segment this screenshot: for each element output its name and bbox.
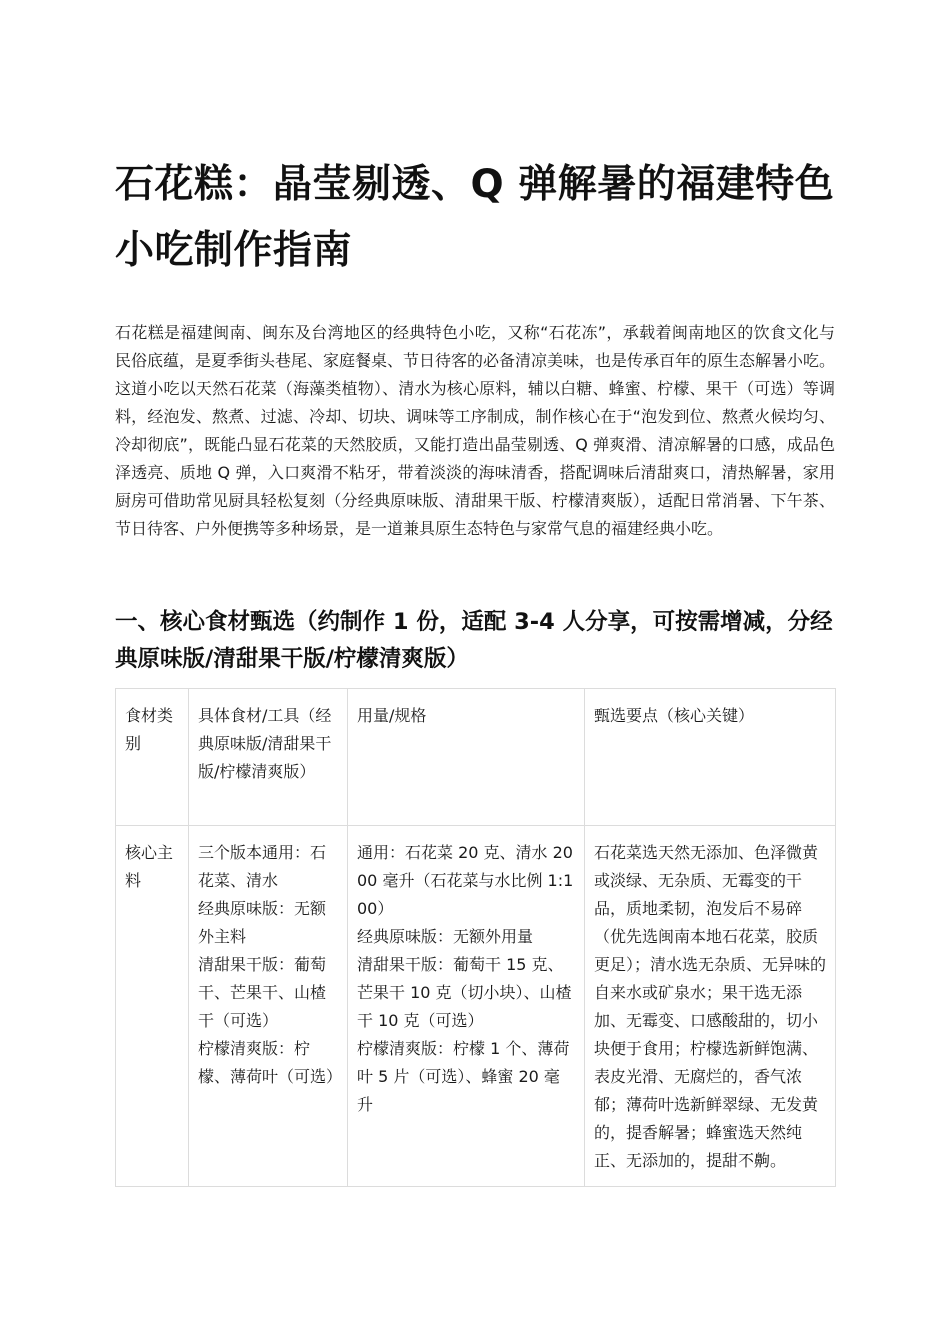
header-cell-tips: 甄选要点（核心关键） [585, 689, 836, 826]
document-title: 石花糕：晶莹剔透、Q 弹解暑的福建特色小吃制作指南 [115, 162, 835, 273]
amounts-line: 经典原味版：无额外用量 [357, 927, 534, 946]
row-amounts-cell [348, 826, 585, 1187]
amounts-line: 清甜果干版：葡萄干 15 克、芒果干 10 克（切小块）、山楂干 10 克（可选） [357, 955, 572, 1030]
header-cell-amounts: 用量/规格 [348, 689, 585, 826]
table-header-row [116, 689, 836, 826]
header-cell-items: 具体食材/工具（经典原味版/清甜果干版/柠檬清爽版） [189, 689, 348, 826]
ingredients-table [115, 688, 836, 1187]
intro-paragraph: 石花糕是福建闽南、闽东及台湾地区的经典特色小吃，又称“石花冻”，承载着闽南地区的饮食文化与民俗底蕴，是夏季街头巷尾、家庭餐桌、节日待客的必备清凉美味，也是传承百年的原生态解暑小吃。这道小吃以天然石花菜（海藻类植物）、清水为核心原料，辅以白糖、蜂蜜、柠檬、果干（可选）等调料，经泡发、熬煮、过滤、冷却、切块、调味等工序制成，制作核心在于“泡发到位、熬煮火候均匀、冷却彻底”，既能凸显石花菜的天然胶质，又能打造出晶莹剔透、Q 弹爽滑、清凉解暑的口感，成品色泽透亮、质地 Q 弹，入口爽滑不粘牙，带着淡淡的海味清香，搭配调味后清甜爽口，清热解暑，家用厨房可借助常见厨具轻松复刻（分经典原味版、清甜果干版、柠檬清爽版），适配日常消暑、下午茶、节日待客、户外便携等多种场景，是一道兼具原生态特色与家常气息的福建经典小吃。 [115, 323, 836, 538]
items-line: 清甜果干版：葡萄干、芒果干、山楂干（可选） [198, 955, 327, 1030]
amounts-line: 柠檬清爽版：柠檬 1 个、薄荷叶 5 片（可选）、蜂蜜 20 毫升 [357, 1039, 570, 1114]
header-cell-category: 食材类别 [116, 689, 189, 826]
items-line: 经典原味版：无额外主料 [198, 899, 327, 946]
row-items-cell [189, 826, 348, 1187]
items-line: 柠檬清爽版：柠檬、薄荷叶（可选） [198, 1039, 343, 1086]
section-heading-ingredients: 一、核心食材甄选（约制作 1 份，适配 3-4 人分享，可按需增减，分经典原味版/清甜果干版/柠檬清爽版） [115, 609, 833, 672]
table-row [116, 826, 836, 1187]
row-category-cell: 核心主料 [116, 826, 189, 1187]
row-tips-cell: 石花菜选天然无添加、色泽微黄或淡绿、无杂质、无霉变的干品，质地柔韧，泡发后不易碎（优先选闽南本地石花菜，胶质更足）；清水选无杂质、无异味的自来水或矿泉水；果干选无添加、无霉变、口感酸甜的，切小块便于食用；柠檬选新鲜饱满、表皮光滑、无腐烂的，香气浓郁；薄荷叶选新鲜翠绿、无发黄的，提香解暑；蜂蜜选天然纯正、无添加的，提甜不齁。 [585, 826, 836, 1187]
amounts-line: 通用：石花菜 20 克、清水 2000 毫升（石花菜与水比例 1:100） [357, 843, 574, 918]
items-line: 三个版本通用：石花菜、清水 [198, 843, 327, 890]
